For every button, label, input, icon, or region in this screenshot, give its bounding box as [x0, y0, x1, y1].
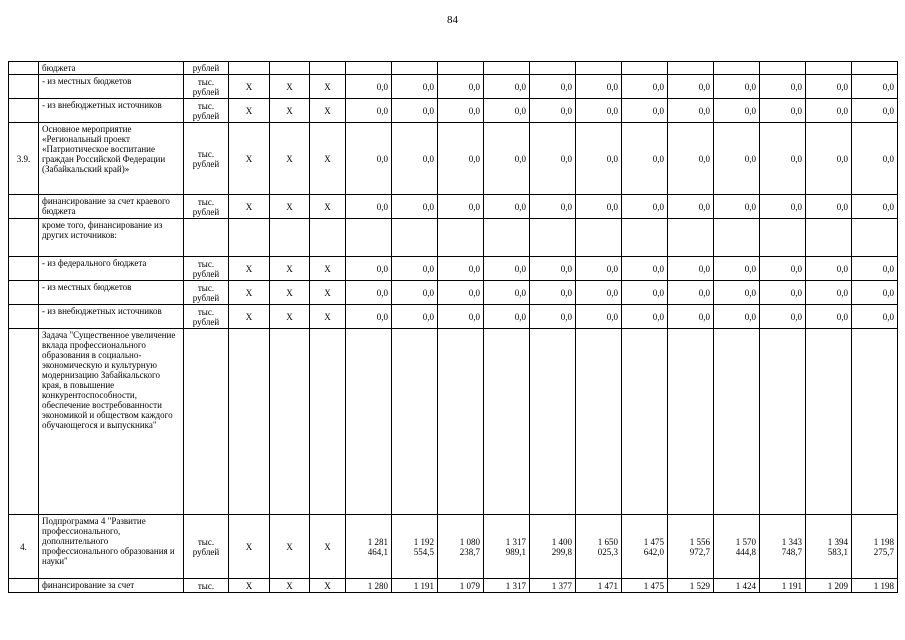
value-cell [576, 329, 622, 515]
value-cell: 0,0 [668, 123, 714, 195]
row-number-cell [9, 219, 39, 257]
value-cell: 0,0 [392, 75, 438, 99]
row-number-cell [9, 195, 39, 219]
value-cell [438, 62, 484, 75]
x-marker-cell: Х [310, 305, 346, 329]
unit-cell: тыс. рублей [184, 257, 229, 281]
value-cell: 0,0 [622, 195, 668, 219]
row-name-cell: Подпрограмма 4 "Развитие профессионального, дополнительного профессионального образования и науки" [39, 515, 184, 579]
x-marker-cell: Х [310, 515, 346, 579]
page-number: 84 [447, 14, 458, 26]
x-marker-cell [229, 329, 270, 515]
value-cell: 0,0 [622, 123, 668, 195]
value-cell: 0,0 [484, 123, 530, 195]
table-row [9, 329, 898, 515]
value-cell: 0,0 [714, 99, 760, 123]
value-cell [392, 62, 438, 75]
value-cell: 0,0 [668, 257, 714, 281]
x-marker-cell: Х [270, 75, 310, 99]
x-marker-cell: Х [310, 123, 346, 195]
x-marker-cell: Х [310, 195, 346, 219]
value-cell: 1 400 299,8 [530, 515, 576, 579]
x-marker-cell [310, 219, 346, 257]
x-marker-cell: Х [229, 579, 270, 593]
value-cell: 0,0 [438, 281, 484, 305]
value-cell [484, 219, 530, 257]
x-marker-cell: Х [310, 257, 346, 281]
value-cell: 0,0 [392, 123, 438, 195]
unit-cell [184, 329, 229, 515]
value-cell [392, 329, 438, 515]
value-cell [438, 219, 484, 257]
value-cell: 0,0 [622, 281, 668, 305]
value-cell: 1 570 444,8 [714, 515, 760, 579]
value-cell [668, 219, 714, 257]
value-cell: 1 192 554,5 [392, 515, 438, 579]
value-cell: 0,0 [576, 195, 622, 219]
value-cell [714, 62, 760, 75]
table-row [9, 305, 898, 329]
row-name-cell: Задача "Существенное увеличение вклада профессионального образования в социально-экономическую и культурную модернизацию Забайкальского края, в повышение конкурентоспособности, обеспечение востребованности экономикой и обществом каждого обучающегося и выпускника" [39, 329, 184, 515]
value-cell: 1 556 972,7 [668, 515, 714, 579]
value-cell [346, 62, 392, 75]
row-name-cell: финансирование за счет [39, 579, 184, 593]
value-cell: 0,0 [714, 123, 760, 195]
value-cell: 0,0 [530, 195, 576, 219]
x-marker-cell [310, 329, 346, 515]
row-name-cell: - из местных бюджетов [39, 75, 184, 99]
value-cell: 0,0 [852, 305, 898, 329]
x-marker-cell: Х [229, 99, 270, 123]
x-marker-cell: Х [229, 75, 270, 99]
value-cell: 0,0 [714, 281, 760, 305]
x-marker-cell: Х [229, 257, 270, 281]
row-name-cell: бюджета [39, 62, 184, 75]
unit-cell: тыс. рублей [184, 75, 229, 99]
value-cell: 0,0 [346, 281, 392, 305]
row-number-cell [9, 99, 39, 123]
value-cell: 0,0 [438, 123, 484, 195]
row-number-cell [9, 257, 39, 281]
value-cell: 0,0 [852, 75, 898, 99]
value-cell: 1 280 [346, 579, 392, 593]
value-cell [852, 62, 898, 75]
row-number-cell: 4. [9, 515, 39, 579]
value-cell [760, 329, 806, 515]
value-cell: 1 377 [530, 579, 576, 593]
value-cell: 0,0 [806, 123, 852, 195]
value-cell: 1 317 989,1 [484, 515, 530, 579]
value-cell: 0,0 [760, 195, 806, 219]
value-cell: 0,0 [392, 195, 438, 219]
value-cell: 0,0 [622, 305, 668, 329]
value-cell: 1 209 [806, 579, 852, 593]
value-cell: 0,0 [852, 123, 898, 195]
value-cell: 1 650 025,3 [576, 515, 622, 579]
row-name-cell: - из внебюджетных источников [39, 99, 184, 123]
value-cell: 0,0 [438, 305, 484, 329]
x-marker-cell [229, 62, 270, 75]
value-cell [576, 62, 622, 75]
table-row [9, 75, 898, 99]
value-cell: 0,0 [576, 305, 622, 329]
budget-table [8, 61, 898, 593]
row-number-cell [9, 329, 39, 515]
value-cell: 1 198 [852, 579, 898, 593]
row-name-cell: кроме того, финансирование из других источников: [39, 219, 184, 257]
row-name-cell: финансирование за счет краевого бюджета [39, 195, 184, 219]
x-marker-cell: Х [229, 123, 270, 195]
value-cell: 1 529 [668, 579, 714, 593]
table-row [9, 281, 898, 305]
value-cell: 0,0 [530, 75, 576, 99]
value-cell [806, 329, 852, 515]
value-cell: 0,0 [668, 99, 714, 123]
value-cell: 0,0 [576, 99, 622, 123]
x-marker-cell: Х [310, 75, 346, 99]
x-marker-cell: Х [310, 281, 346, 305]
unit-cell: рублей [184, 62, 229, 75]
value-cell: 1 394 583,1 [806, 515, 852, 579]
value-cell: 0,0 [806, 195, 852, 219]
value-cell: 0,0 [346, 99, 392, 123]
row-name-cell: - из внебюджетных источников [39, 305, 184, 329]
x-marker-cell: Х [229, 281, 270, 305]
x-marker-cell [270, 62, 310, 75]
value-cell: 0,0 [438, 99, 484, 123]
value-cell [392, 219, 438, 257]
unit-cell: тыс. рублей [184, 515, 229, 579]
value-cell: 0,0 [530, 99, 576, 123]
value-cell: 0,0 [484, 75, 530, 99]
value-cell: 0,0 [668, 75, 714, 99]
table-row [9, 62, 898, 75]
value-cell: 0,0 [760, 305, 806, 329]
table-row [9, 257, 898, 281]
value-cell: 0,0 [484, 99, 530, 123]
x-marker-cell: Х [270, 281, 310, 305]
value-cell: 1 281 464,1 [346, 515, 392, 579]
value-cell [622, 219, 668, 257]
row-name-cell: - из федерального бюджета [39, 257, 184, 281]
value-cell: 0,0 [392, 305, 438, 329]
value-cell: 0,0 [714, 195, 760, 219]
table-row [9, 123, 898, 195]
table-row [9, 99, 898, 123]
value-cell: 0,0 [714, 75, 760, 99]
x-marker-cell [310, 62, 346, 75]
value-cell [576, 219, 622, 257]
value-cell: 0,0 [346, 123, 392, 195]
value-cell: 0,0 [760, 257, 806, 281]
value-cell: 1 424 [714, 579, 760, 593]
value-cell: 0,0 [760, 123, 806, 195]
x-marker-cell: Х [270, 99, 310, 123]
value-cell: 1 317 [484, 579, 530, 593]
value-cell: 0,0 [714, 257, 760, 281]
value-cell: 0,0 [668, 305, 714, 329]
value-cell: 0,0 [576, 123, 622, 195]
value-cell [668, 62, 714, 75]
value-cell: 0,0 [346, 75, 392, 99]
value-cell [852, 329, 898, 515]
value-cell: 0,0 [530, 305, 576, 329]
value-cell: 0,0 [852, 281, 898, 305]
value-cell: 0,0 [622, 257, 668, 281]
value-cell: 1 080 238,7 [438, 515, 484, 579]
value-cell: 1 475 [622, 579, 668, 593]
row-name-cell: Основное мероприятие «Региональный проект «Патриотическое воспитание граждан Российской Федерации (Забайкальский край)» [39, 123, 184, 195]
table-row [9, 195, 898, 219]
value-cell [714, 219, 760, 257]
value-cell [760, 62, 806, 75]
x-marker-cell: Х [270, 515, 310, 579]
value-cell: 1 198 275,7 [852, 515, 898, 579]
value-cell: 0,0 [852, 195, 898, 219]
value-cell: 1 343 748,7 [760, 515, 806, 579]
value-cell [714, 329, 760, 515]
value-cell: 0,0 [530, 281, 576, 305]
row-number-cell: 3.9. [9, 123, 39, 195]
table-row [9, 219, 898, 257]
value-cell: 0,0 [346, 257, 392, 281]
value-cell [622, 62, 668, 75]
value-cell: 0,0 [714, 305, 760, 329]
value-cell: 0,0 [530, 123, 576, 195]
x-marker-cell: Х [229, 195, 270, 219]
value-cell: 0,0 [392, 99, 438, 123]
value-cell [760, 219, 806, 257]
value-cell [530, 329, 576, 515]
value-cell: 0,0 [806, 75, 852, 99]
value-cell [484, 62, 530, 75]
row-number-cell [9, 579, 39, 593]
value-cell: 0,0 [622, 75, 668, 99]
x-marker-cell: Х [229, 515, 270, 579]
unit-cell: тыс. рублей [184, 123, 229, 195]
unit-cell: тыс. рублей [184, 99, 229, 123]
x-marker-cell [270, 329, 310, 515]
row-number-cell [9, 281, 39, 305]
value-cell: 0,0 [438, 195, 484, 219]
value-cell: 1 475 642,0 [622, 515, 668, 579]
value-cell [806, 62, 852, 75]
value-cell: 0,0 [760, 281, 806, 305]
table-row [9, 579, 898, 593]
x-marker-cell [270, 219, 310, 257]
row-number-cell [9, 62, 39, 75]
value-cell: 0,0 [806, 305, 852, 329]
value-cell [346, 329, 392, 515]
value-cell: 1 191 [760, 579, 806, 593]
table-row [9, 515, 898, 579]
value-cell: 1 471 [576, 579, 622, 593]
unit-cell: тыс. рублей [184, 281, 229, 305]
row-number-cell [9, 75, 39, 99]
value-cell: 0,0 [484, 281, 530, 305]
value-cell [530, 219, 576, 257]
value-cell: 0,0 [668, 195, 714, 219]
value-cell: 0,0 [806, 99, 852, 123]
value-cell: 0,0 [530, 257, 576, 281]
value-cell: 0,0 [484, 195, 530, 219]
value-cell: 0,0 [576, 75, 622, 99]
value-cell: 0,0 [668, 281, 714, 305]
x-marker-cell: Х [310, 99, 346, 123]
row-name-cell: - из местных бюджетов [39, 281, 184, 305]
x-marker-cell: Х [270, 579, 310, 593]
unit-cell: тыс. рублей [184, 305, 229, 329]
x-marker-cell: Х [270, 305, 310, 329]
value-cell [438, 329, 484, 515]
value-cell: 1 191 [392, 579, 438, 593]
value-cell [622, 329, 668, 515]
value-cell: 0,0 [806, 257, 852, 281]
value-cell [346, 219, 392, 257]
value-cell: 0,0 [622, 99, 668, 123]
value-cell: 0,0 [484, 257, 530, 281]
value-cell: 0,0 [438, 257, 484, 281]
x-marker-cell [229, 219, 270, 257]
value-cell: 1 079 [438, 579, 484, 593]
value-cell [530, 62, 576, 75]
x-marker-cell: Х [270, 195, 310, 219]
unit-cell [184, 219, 229, 257]
value-cell: 0,0 [576, 257, 622, 281]
value-cell [852, 219, 898, 257]
value-cell: 0,0 [852, 257, 898, 281]
value-cell: 0,0 [346, 305, 392, 329]
x-marker-cell: Х [229, 305, 270, 329]
value-cell: 0,0 [852, 99, 898, 123]
value-cell: 0,0 [484, 305, 530, 329]
value-cell: 0,0 [806, 281, 852, 305]
value-cell: 0,0 [392, 281, 438, 305]
value-cell [484, 329, 530, 515]
row-number-cell [9, 305, 39, 329]
x-marker-cell: Х [270, 123, 310, 195]
value-cell [806, 219, 852, 257]
x-marker-cell: Х [310, 579, 346, 593]
value-cell: 0,0 [346, 195, 392, 219]
value-cell: 0,0 [392, 257, 438, 281]
value-cell: 0,0 [760, 75, 806, 99]
unit-cell: тыс. рублей [184, 195, 229, 219]
unit-cell: тыс. [184, 579, 229, 593]
value-cell [668, 329, 714, 515]
value-cell: 0,0 [438, 75, 484, 99]
x-marker-cell: Х [270, 257, 310, 281]
value-cell: 0,0 [760, 99, 806, 123]
value-cell: 0,0 [576, 281, 622, 305]
